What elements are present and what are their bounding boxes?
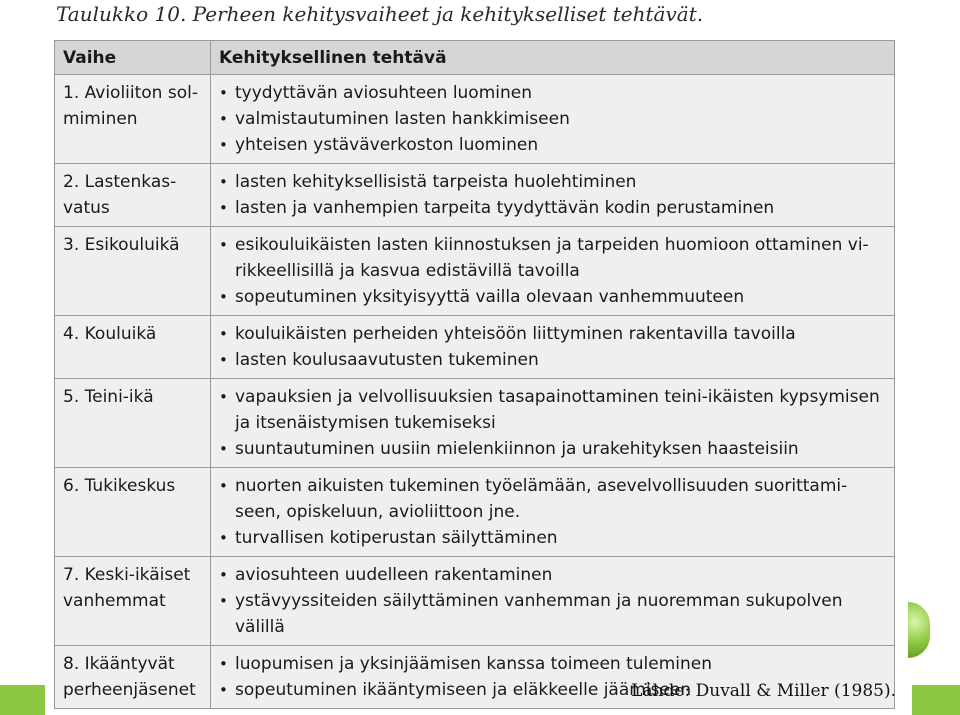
stage-cell: [55, 646, 211, 709]
stage-cell: [55, 227, 211, 316]
task-text: sopeutuminen yksityisyyttä vailla olevaan vanhemmuuteen: [235, 287, 745, 307]
bullet-icon: •: [219, 199, 228, 217]
table-row: [55, 75, 895, 164]
task-cell: [211, 379, 895, 468]
stage-label: 5. Teini-ikä: [63, 387, 154, 407]
task-text: turvallisen kotiperustan säilyttäminen: [235, 528, 558, 548]
bullet-icon: •: [219, 351, 228, 369]
list-item: [219, 195, 888, 221]
stage-cell: [55, 468, 211, 557]
stage-cell: [55, 316, 211, 379]
table-row: [55, 164, 895, 227]
list-item: [219, 232, 888, 284]
stages-table: [54, 40, 895, 709]
task-cell: [211, 557, 895, 646]
list-item: [219, 562, 888, 588]
table-row: [55, 316, 895, 379]
bullet-icon: •: [219, 440, 228, 458]
stage-label: 6. Tukikeskus: [63, 476, 176, 496]
task-cell: [211, 468, 895, 557]
stage-label: 3. Esikouluikä: [63, 235, 180, 255]
bullet-icon: •: [219, 681, 228, 699]
task-text: sopeutuminen ikääntymiseen ja eläkkeelle jäämiseen: [235, 680, 692, 700]
header-stage: Vaihe: [55, 41, 211, 75]
list-item: [219, 321, 888, 347]
task-text: nuorten aikuisten tukeminen työelämään, asevelvollisuuden suorittami- seen, opiskeluun, avioliittoon jne.: [235, 476, 848, 522]
stage-label: vatus: [63, 198, 110, 218]
table-header-row: [55, 41, 895, 75]
accent-bar-right: [912, 685, 960, 715]
stage-label: 1. Avioliiton sol-: [63, 83, 198, 103]
list-item: [219, 169, 888, 195]
task-text: vapauksien ja velvollisuuksien tasapainottaminen teini-ikäisten kypsymisen ja itsenäistymisen tukemiseksi: [235, 387, 880, 433]
stage-cell: [55, 379, 211, 468]
decorative-orb: [908, 602, 930, 658]
bullet-icon: •: [219, 655, 228, 673]
table-row: [55, 227, 895, 316]
task-text: luopumisen ja yksinjäämisen kanssa toimeen tuleminen: [235, 654, 713, 674]
list-item: [219, 525, 888, 551]
table-row: [55, 468, 895, 557]
stage-label: 8. Ikääntyvät: [63, 654, 175, 674]
list-item: [219, 651, 888, 677]
task-text: lasten koulusaavutusten tukeminen: [235, 350, 539, 370]
task-cell: [211, 75, 895, 164]
task-cell: [211, 316, 895, 379]
bullet-icon: •: [219, 236, 228, 254]
task-text: valmistautuminen lasten hankkimiseen: [235, 109, 570, 129]
list-item: [219, 132, 888, 158]
table-row: [55, 379, 895, 468]
bullet-icon: •: [219, 592, 228, 610]
bullet-icon: •: [219, 110, 228, 128]
task-text: yhteisen ystäväverkoston luominen: [235, 135, 539, 155]
accent-bar-left: [0, 685, 45, 715]
list-item: [219, 284, 888, 310]
task-text: aviosuhteen uudelleen rakentaminen: [235, 565, 553, 585]
bullet-icon: •: [219, 566, 228, 584]
source-citation: Lähde: Duvall & Miller (1985).: [631, 681, 896, 701]
list-item: [219, 588, 888, 640]
task-cell: [211, 164, 895, 227]
bullet-icon: •: [219, 325, 228, 343]
bullet-icon: •: [219, 388, 228, 406]
header-task: Kehityksellinen tehtävä: [211, 41, 895, 75]
list-item: [219, 106, 888, 132]
stage-cell: [55, 75, 211, 164]
stage-cell: [55, 557, 211, 646]
task-text: esikouluikäisten lasten kiinnostuksen ja tarpeiden huomioon ottaminen vi- rikkeellisillä ja kasvua edistävillä tavoilla: [235, 235, 869, 281]
stage-label: 4. Kouluikä: [63, 324, 157, 344]
table-row: [55, 557, 895, 646]
stage-label: 7. Keski-ikäiset: [63, 565, 191, 585]
bullet-icon: •: [219, 173, 228, 191]
stage-cell: [55, 164, 211, 227]
bullet-icon: •: [219, 477, 228, 495]
bullet-icon: •: [219, 84, 228, 102]
task-text: kouluikäisten perheiden yhteisöön liittyminen rakentavilla tavoilla: [235, 324, 796, 344]
task-text: tyydyttävän aviosuhteen luominen: [235, 83, 533, 103]
task-text: lasten ja vanhempien tarpeita tyydyttävän kodin perustaminen: [235, 198, 775, 218]
list-item: [219, 80, 888, 106]
stage-label: 2. Lastenkas-: [63, 172, 177, 192]
bullet-icon: •: [219, 529, 228, 547]
table-caption: Taulukko 10. Perheen kehitysvaiheet ja kehitykselliset tehtävät.: [56, 2, 704, 26]
task-text: ystävyyssiteiden säilyttäminen vanhemman ja nuoremman sukupolven välillä: [235, 591, 843, 637]
bullet-icon: •: [219, 136, 228, 154]
stage-label: perheenjäsenet: [63, 680, 196, 700]
task-cell: [211, 227, 895, 316]
task-text: suuntautuminen uusiin mielenkiinnon ja urakehityksen haasteisiin: [235, 439, 799, 459]
list-item: [219, 384, 888, 436]
list-item: [219, 347, 888, 373]
stage-label: vanhemmat: [63, 591, 166, 611]
task-text: lasten kehityksellisistä tarpeista huolehtiminen: [235, 172, 637, 192]
list-item: [219, 436, 888, 462]
bullet-icon: •: [219, 288, 228, 306]
stage-label: miminen: [63, 109, 138, 129]
list-item: [219, 473, 888, 525]
